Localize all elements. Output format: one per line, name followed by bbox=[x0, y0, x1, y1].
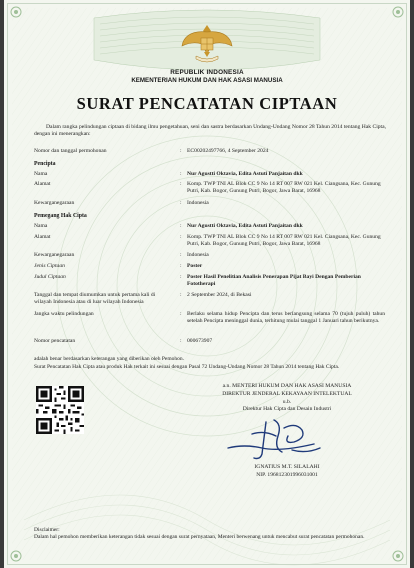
corner-ornament-icon bbox=[392, 6, 404, 18]
colon: : bbox=[180, 274, 182, 280]
creator-name: Nur Agustti Oktavia, Edita Astuti Panjaitan dkk bbox=[187, 171, 303, 177]
creator-heading: Pencipta bbox=[34, 161, 56, 167]
colon: : bbox=[180, 200, 182, 206]
work-term: Berlaku selama hidup Pencipta dan terus berlangsung selama 70 (tujuh puluh) tahun setelah Pencipta meninggal dunia, terhitung mulai tanggal 1 Januari tahun berikutnya. bbox=[187, 311, 385, 325]
signatory-ub: u.b. bbox=[282, 399, 292, 405]
colon: : bbox=[180, 252, 182, 258]
intro-paragraph: Dalam rangka pelindungan ciptaan di bidang ilmu pengetahuan, seni dan sastra berdasarkan Undang-Undang Nomor 28 Tahun 2014 tentang Hak Cipta, dengan ini menerangkan: bbox=[34, 124, 386, 138]
creator-nationality: Indonesia bbox=[187, 200, 209, 206]
corner-ornament-icon bbox=[392, 550, 404, 562]
document-title: SURAT PENCATATAN CIPTAAN bbox=[76, 94, 338, 113]
holder-nationality-label: Kewarganegaraan bbox=[34, 252, 75, 258]
header-ministry: KEMENTERIAN HUKUM DAN HAK ASASI MANUSIA bbox=[131, 77, 283, 84]
application-value: EC00202497766, 4 September 2024 bbox=[187, 148, 269, 154]
colon: : bbox=[180, 311, 182, 317]
disclaimer-text: Dalam hal pemohon memberikan keterangan tidak sesuai dengan surat pernyataan, Menteri berwenang untuk mencabut surat pencatatan permohonan. bbox=[34, 534, 365, 540]
garuda-emblem-icon bbox=[180, 22, 234, 66]
colon: : bbox=[180, 171, 182, 177]
signatory-nip: NIP. 196812301996031001 bbox=[256, 472, 318, 478]
holder-heading: Pemegang Hak Cipta bbox=[34, 213, 87, 219]
work-type-label: Jenis Ciptaan bbox=[34, 263, 65, 269]
certificate-page bbox=[4, 0, 410, 568]
work-title: Poster Hasil Penelitian Analisis Penerapan Pijat Bayi Dengan Pemberian Fototherapi bbox=[187, 274, 361, 288]
creator-nationality-label: Kewarganegaraan bbox=[34, 200, 75, 206]
colon: : bbox=[180, 263, 182, 269]
record-number-label: Nomor pencatatan bbox=[34, 338, 76, 344]
creator-address-label: Alamat bbox=[34, 181, 51, 187]
holder-address-label: Alamat bbox=[34, 234, 51, 240]
holder-name-label: Nama bbox=[34, 223, 48, 229]
holder-nationality: Indonesia bbox=[187, 252, 209, 258]
corner-ornament-icon bbox=[10, 6, 22, 18]
colon: : bbox=[180, 223, 182, 229]
signatory-director-general: DIREKTUR JENDERAL KEKAYAAN INTELEKTUAL bbox=[222, 391, 352, 397]
colon: : bbox=[180, 292, 182, 298]
work-date: 2 September 2024, di Bekasi bbox=[187, 292, 252, 298]
qr-code bbox=[36, 386, 84, 434]
signatory-name: IGNATIUS M.T. SILALAHI bbox=[254, 464, 320, 470]
work-term-label: Jangka waktu pelindungan bbox=[34, 311, 94, 317]
corner-ornament-icon bbox=[10, 550, 22, 562]
colon: : bbox=[180, 338, 182, 344]
record-number: 000673907 bbox=[187, 338, 213, 344]
application-label: Nomor dan tanggal permohonan bbox=[34, 148, 107, 154]
colon: : bbox=[180, 234, 182, 240]
holder-address: Komp. TWP TNI AL Blok CC 9 No 14 RT 007 RW 021 Kel. Ciangsana, Kec. Gunung Putri, Kab. Bogor, Gunung Putri, Bogor, Jawa Barat, 16968 bbox=[187, 234, 381, 248]
work-title-label: Judul Ciptaan bbox=[34, 274, 66, 280]
creator-address: Komp. TWP TNI AL Blok CC 9 No 14 RT 007 RW 021 Kel. Ciangsana, Kec. Gunung Putri, Kab. Bogor, Gunung Putri, Bogor, Jawa Barat, 16968 bbox=[187, 181, 381, 195]
colon: : bbox=[180, 181, 182, 187]
legal-basis-statement: Surat Pencatatan Hak Cipta atau produk Hak terkait ini sesuai dengan Pasal 72 Undang-Undang Nomor 28 Tahun 2014 tentang Hak Cipta. bbox=[34, 364, 340, 370]
disclaimer-heading: Disclaimer: bbox=[34, 527, 60, 533]
work-date-label: Tanggal dan tempat diumumkan untuk pertama kali di wilayah Indonesia atau di luar wilayah Indonesia bbox=[34, 292, 156, 306]
creator-name-label: Nama bbox=[34, 171, 48, 177]
holder-name: Nur Agustti Oktavia, Edita Astuti Panjaitan dkk bbox=[187, 223, 303, 229]
work-type: Poster bbox=[187, 263, 203, 269]
signatory-director: Direktur Hak Cipta dan Desain Industri bbox=[242, 406, 332, 412]
signatory-on-behalf: a.n. MENTERI HUKUM DAN HAK ASASI MANUSIA bbox=[222, 383, 352, 389]
handwritten-signature bbox=[222, 414, 326, 466]
header-country: REPUBLIK INDONESIA bbox=[170, 69, 244, 76]
colon: : bbox=[180, 148, 182, 154]
closing-statement: adalah benar berdasarkan keterangan yang diberikan oleh Pemohon. bbox=[34, 356, 184, 362]
